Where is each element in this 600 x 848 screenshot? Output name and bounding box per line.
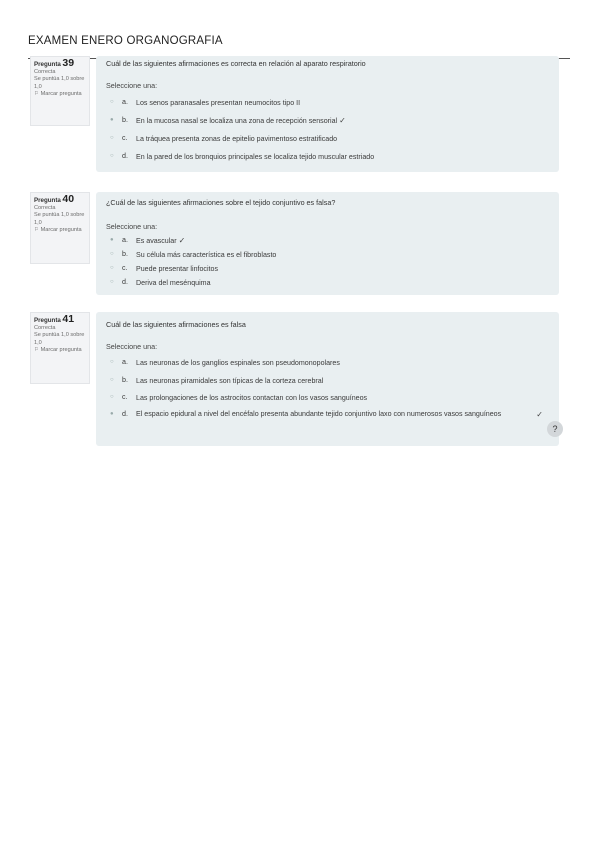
question-number: 40 bbox=[62, 193, 75, 205]
answer-text: En la pared de los bronquios principales se localiza tejido muscular estriado bbox=[136, 153, 375, 161]
radio-icon[interactable]: ● bbox=[110, 117, 114, 123]
question-label: Pregunta bbox=[34, 317, 61, 324]
select-one-label: Seleccione una: bbox=[106, 342, 158, 351]
radio-icon[interactable]: ○ bbox=[110, 359, 114, 365]
answer-letter: b. bbox=[122, 116, 128, 124]
question-status: Correcta bbox=[34, 69, 56, 76]
answer-text: Su célula más característica es el fibroblasto bbox=[136, 251, 277, 259]
answer-letter: c. bbox=[122, 393, 128, 401]
radio-icon[interactable]: ○ bbox=[110, 153, 114, 159]
question-info bbox=[30, 312, 90, 384]
help-button[interactable]: ? bbox=[547, 421, 563, 437]
question-content bbox=[96, 192, 559, 295]
answer-letter: a. bbox=[122, 98, 128, 106]
question-score: Se puntúa 1,0 sobre 1,0 bbox=[34, 212, 85, 226]
answer-text: Puede presentar linfocitos bbox=[136, 265, 219, 273]
radio-icon[interactable]: ○ bbox=[110, 135, 114, 141]
answer-text: En la mucosa nasal se localiza una zona de recepción sensorial ✓ bbox=[136, 116, 346, 125]
radio-icon[interactable]: ○ bbox=[110, 251, 114, 257]
select-one-label: Seleccione una: bbox=[106, 222, 158, 231]
question-number: 39 bbox=[62, 57, 75, 69]
radio-icon[interactable]: ○ bbox=[110, 265, 114, 271]
question-status: Correcta bbox=[34, 205, 56, 212]
radio-icon[interactable]: ● bbox=[110, 237, 114, 243]
answer-text: La tráquea presenta zonas de epitelio pavimentoso estratificado bbox=[136, 135, 338, 143]
answer-text: Las neuronas de los ganglios espinales son pseudomonopolares bbox=[136, 359, 340, 367]
question-label: Pregunta bbox=[34, 197, 61, 204]
correct-check-icon: ✓ bbox=[536, 410, 543, 419]
answer-text: Las neuronas piramidales son típicas de la corteza cerebral bbox=[136, 377, 324, 385]
question-content bbox=[96, 56, 559, 172]
answer-text: Las prolongaciones de los astrocitos contactan con los vasos sanguíneos bbox=[136, 394, 368, 402]
answer-letter: a. bbox=[122, 358, 128, 366]
radio-icon[interactable]: ○ bbox=[110, 99, 114, 105]
answer-letter: c. bbox=[122, 134, 128, 142]
answer-letter: d. bbox=[122, 410, 128, 418]
question-score: Se puntúa 1,0 sobre 1,0 bbox=[34, 76, 85, 90]
question-content bbox=[96, 312, 559, 446]
radio-icon[interactable]: ○ bbox=[110, 377, 114, 383]
question-info bbox=[30, 56, 90, 126]
question-text: Cuál de las siguientes afirmaciones es correcta en relación al aparato respiratorio bbox=[106, 59, 366, 68]
answer-text: Deriva del mesénquima bbox=[136, 279, 211, 287]
correct-check-icon: ✓ bbox=[339, 116, 346, 125]
flag-question-link[interactable]: ⚐ Marcar pregunta bbox=[34, 346, 82, 353]
flag-question-link[interactable]: ⚐ Marcar pregunta bbox=[34, 90, 82, 97]
answer-letter: c. bbox=[122, 264, 128, 272]
flag-question-link[interactable]: ⚐ Marcar pregunta bbox=[34, 226, 82, 233]
answer-text: El espacio epidural a nivel del encéfalo presenta abundante tejido conjuntivo laxo con numerosos vasos sanguíneos bbox=[136, 410, 502, 418]
question-number: 41 bbox=[62, 313, 75, 325]
question-text: ¿Cuál de las siguientes afirmaciones sobre el tejido conjuntivo es falsa? bbox=[106, 198, 336, 207]
answer-letter: a. bbox=[122, 236, 128, 244]
question-label: Pregunta bbox=[34, 61, 61, 68]
question-score: Se puntúa 1,0 sobre 1,0 bbox=[34, 332, 85, 346]
radio-icon[interactable]: ● bbox=[110, 411, 114, 417]
radio-icon[interactable]: ○ bbox=[110, 279, 114, 285]
question-text: Cuál de las siguientes afirmaciones es falsa bbox=[106, 320, 246, 329]
radio-icon[interactable]: ○ bbox=[110, 394, 114, 400]
select-one-label: Seleccione una: bbox=[106, 81, 158, 90]
answer-letter: d. bbox=[122, 152, 128, 160]
document-title: EXAMEN ENERO ORGANOGRAFIA bbox=[28, 35, 223, 47]
answer-text: Es avascular ✓ bbox=[136, 236, 186, 245]
answer-text: Los senos paranasales presentan neumocitos tipo II bbox=[136, 99, 301, 107]
correct-check-icon: ✓ bbox=[178, 236, 186, 245]
question-status: Correcta bbox=[34, 325, 56, 332]
question-info bbox=[30, 192, 90, 264]
answer-letter: d. bbox=[122, 278, 128, 286]
answer-letter: b. bbox=[122, 250, 128, 258]
answer-letter: b. bbox=[122, 376, 128, 384]
